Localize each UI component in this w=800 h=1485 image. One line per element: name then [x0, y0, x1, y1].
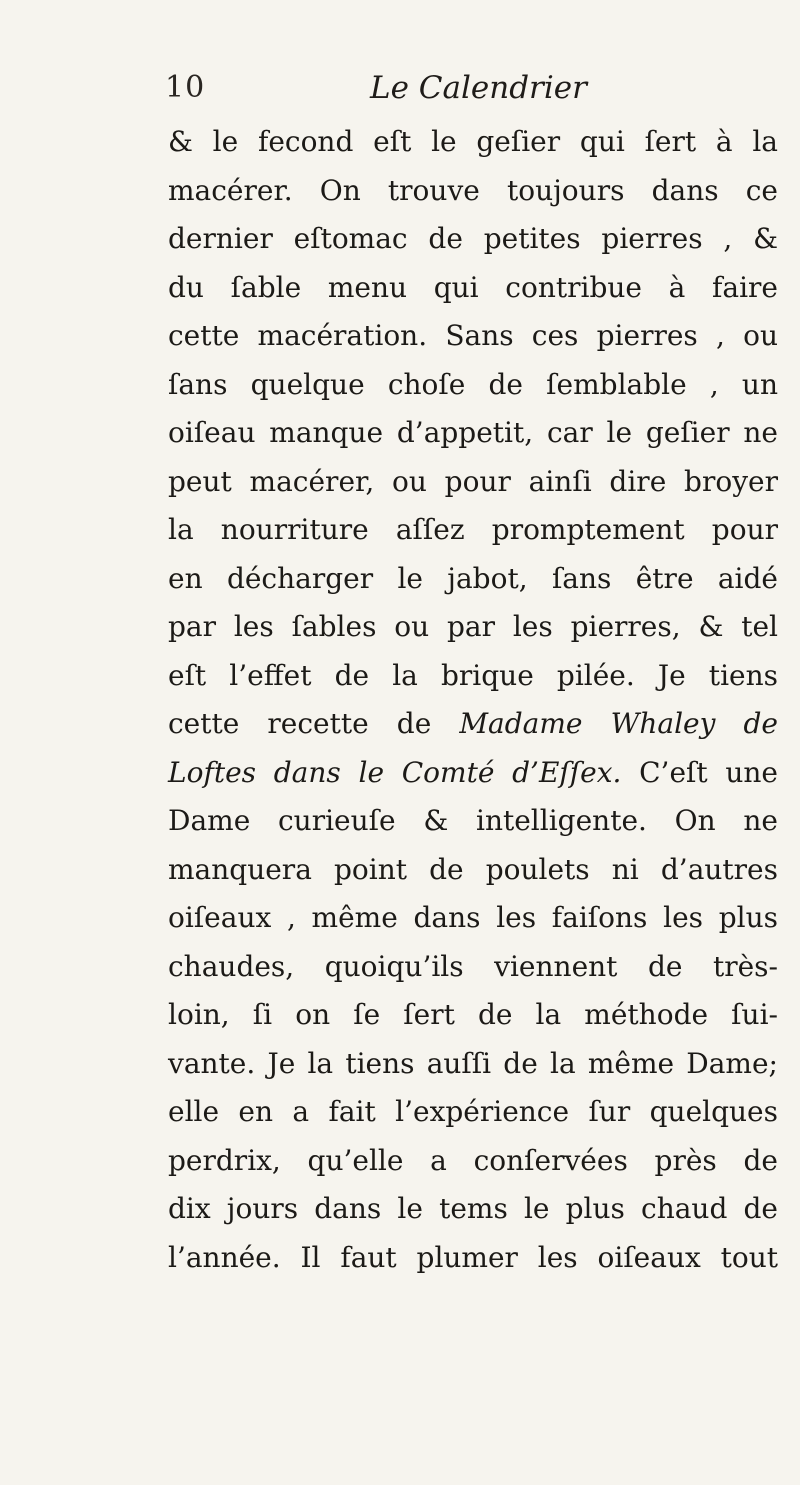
text-line: perdrix, qu’elle a conſervées près de: [168, 1143, 778, 1177]
text-line-mixed: [168, 749, 778, 798]
text-fragment: cette recette de: [168, 707, 432, 740]
text-line: en décharger le jabot, ſans être aidé: [168, 561, 778, 595]
text-fragment: C’eſt une: [639, 755, 779, 789]
text-line: ſans quelque choſe de ſemblable , un: [168, 367, 778, 401]
text-line: oiſeau manque d’appetit, car le geſier ne: [168, 416, 778, 449]
text-line: la nourriture aſſez promptement pour: [168, 513, 778, 546]
italic-place: Loftes dans le Comté d’Eſſex.: [168, 755, 622, 789]
text-line: manquera point de poulets ni d’autres: [168, 852, 778, 886]
page-header: [165, 70, 765, 110]
italic-name: Madame Whaley de: [459, 707, 778, 740]
text-line: du ſable menu qui contribue à faire: [168, 270, 778, 304]
page-number: 10: [165, 70, 206, 105]
text-line: dernier eſtomac de petites pierres , &: [168, 222, 778, 255]
text-line: & le fecond eſt le geſier qui ſert à la: [168, 125, 778, 158]
text-line: Dame curieuſe & intelligente. On ne: [168, 804, 778, 837]
text-line: cette macération. Sans ces pierres , ou: [168, 319, 778, 352]
text-line: par les ſables ou par les pierres, & tel: [168, 610, 778, 643]
text-line: dix jours dans le tems le plus chaud de: [168, 1192, 778, 1225]
body-text: [168, 118, 778, 1282]
text-line: l’année. Il faut plumer les oiſeaux tout: [168, 1240, 778, 1274]
text-line: elle en a fait l’expérience ſur quelques: [168, 1095, 778, 1128]
text-line: eſt l’effet de la brique pilée. Je tiens: [168, 658, 778, 692]
text-line: peut macérer, ou pour ainſi dire broyer: [168, 464, 778, 498]
text-line: vante. Je la tiens auſſi de la même Dame;: [168, 1046, 778, 1080]
running-title: Le Calendrier: [370, 70, 587, 106]
text-line: macérer. On trouve toujours dans ce: [168, 173, 778, 207]
text-line: loin, ſi on ſe ſert de la méthode ſui-: [168, 998, 778, 1031]
text-line: oiſeaux , même dans les faiſons les plus: [168, 901, 778, 934]
text-line-mixed: [168, 700, 778, 749]
text-line: chaudes, quoiqu’ils viennent de très-: [168, 949, 778, 983]
